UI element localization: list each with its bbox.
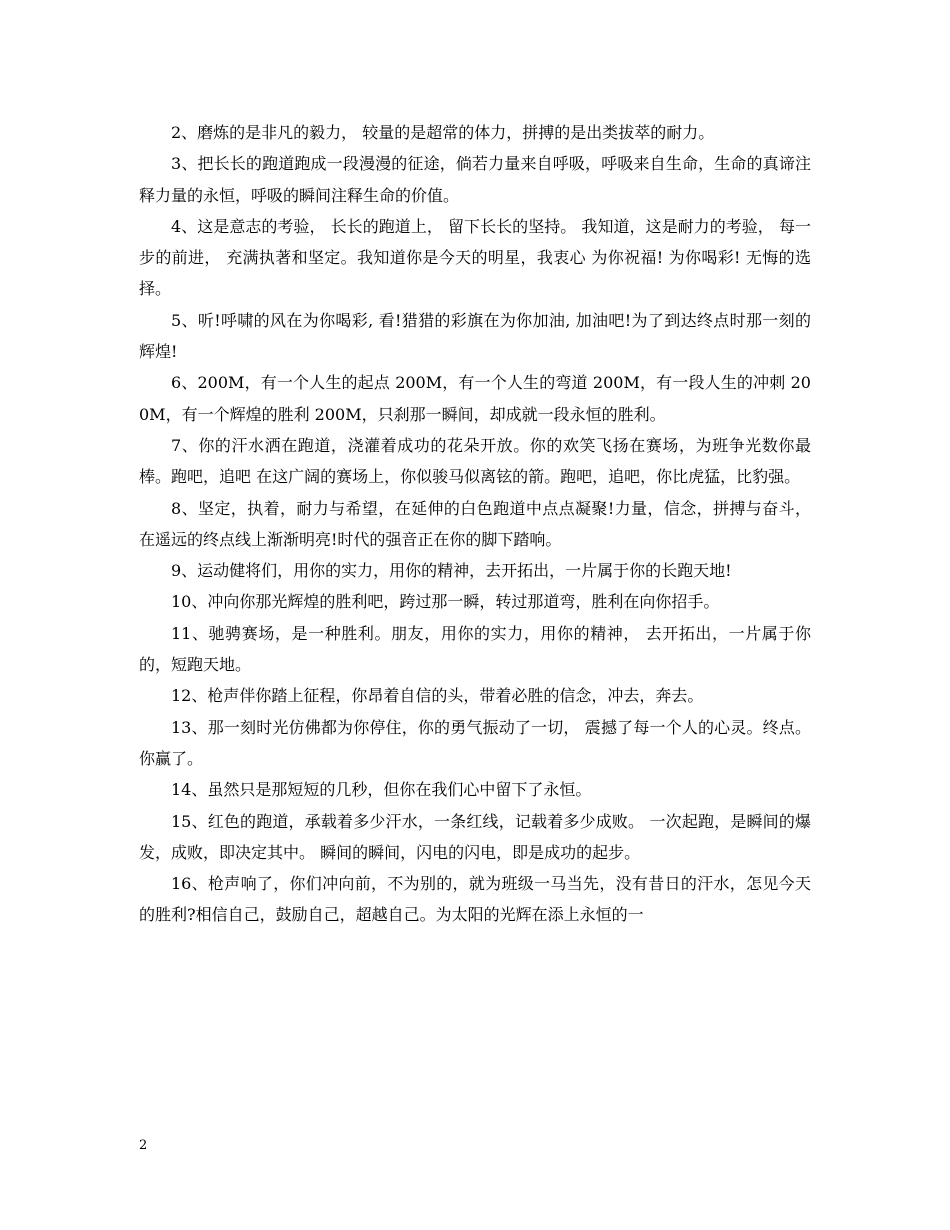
paragraph: 8、坚定，执着，耐力与希望，在延伸的白色跑道中点点凝聚!力量，信念，拼搏与奋斗，在遥远的终点线上渐渐明亮!时代的强音正在你的脚下踏响。 <box>139 498 811 549</box>
paragraph: 4、这是意志的考验， 长长的跑道上， 留下长长的坚持。 我知道，这是耐力的考验， 每一步的前进， 充满执著和坚定。我知道你是今天的明星，我衷心 为你祝福! 为你喝彩! 无悔的选择。 <box>139 216 811 299</box>
paragraph: 14、虽然只是那短短的几秒，但你在我们心中留下了永恒。 <box>171 780 592 800</box>
paragraph: 12、枪声伴你踏上征程，你昂着自信的头，带着必胜的信念，冲去，奔去。 <box>171 686 704 706</box>
paragraph: 16、枪声响了，你们冲向前，不为别的，就为班级一马当先，没有昔日的汗水，怎见今天的胜利?相信自己，鼓励自己，超越自己。为太阳的光辉在添上永恒的一 <box>139 874 811 925</box>
body-text <box>139 117 811 931</box>
paragraph: 6、200M，有一个人生的起点 200M，有一个人生的弯道 200M，有一段人生的冲刺 200M，有一个辉煌的胜利 200M，只刹那一瞬间，却成就一段永恒的胜利。 <box>139 373 811 424</box>
paragraph: 3、把长长的跑道跑成一段漫漫的征途，倘若力量来自呼吸，呼吸来自生命，生命的真谛注释力量的永恒，呼吸的瞬间注释生命的价值。 <box>139 154 811 205</box>
paragraph: 10、冲向你那光辉煌的胜利吧，跨过那一瞬，转过那道弯，胜利在向你招手。 <box>171 592 720 612</box>
page-number: 2 <box>139 1138 148 1153</box>
paragraph: 7、你的汗水洒在跑道，浇灌着成功的花朵开放。你的欢笑飞扬在赛场，为班争光数你最棒。跑吧，追吧 在这广阔的赛场上，你似骏马似离铉的箭。跑吧，追吧，你比虎猛，比豹强。 <box>139 435 811 487</box>
paragraph: 11、驰骋赛场，是一种胜利。朋友，用你的实力，用你的精神， 去开拓出，一片属于你的，短跑天地。 <box>139 623 811 675</box>
paragraph: 5、听!呼啸的风在为你喝彩, 看!猎猎的彩旗在为你加油, 加油吧!为了到达终点时那一刻的辉煌! <box>139 310 811 362</box>
paragraph: 2、磨炼的是非凡的毅力， 较量的是超常的体力，拼搏的是出类拔萃的耐力。 <box>171 123 715 142</box>
paragraph: 9、运动健将们，用你的实力，用你的精神，去开拓出，一片属于你的长跑天地! <box>171 561 732 581</box>
paragraph: 15、红色的跑道，承载着多少汗水，一条红线，记载着多少成败。 一次起跑，是瞬间的爆发，成败，即决定其中。 瞬间的瞬间，闪电的闪电，即是成功的起步。 <box>139 811 811 862</box>
paragraph: 13、那一刻时光仿佛都为你停住，你的勇气振动了一切， 震撼了每一个人的心灵。终点。你赢了。 <box>139 717 811 768</box>
